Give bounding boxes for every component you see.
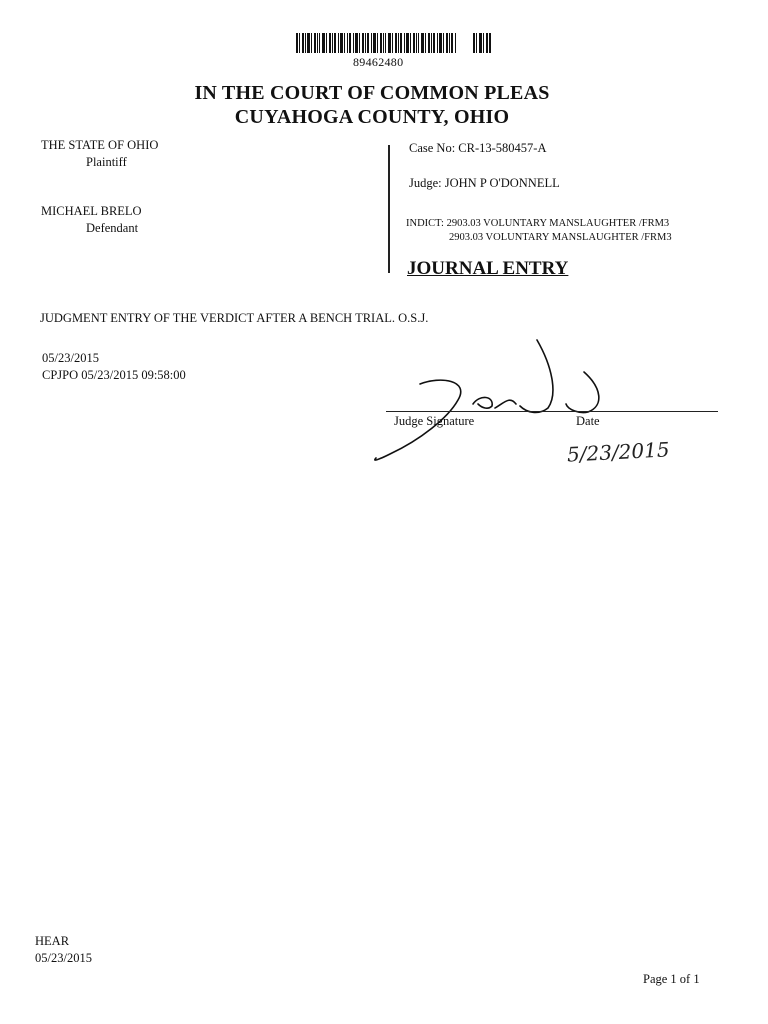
- indictment-2: 2903.03 VOLUNTARY MANSLAUGHTER /FRM3: [449, 232, 672, 243]
- court-title-line-1: IN THE COURT OF COMMON PLEAS: [194, 82, 550, 104]
- indictment-1: INDICT: 2903.03 VOLUNTARY MANSLAUGHTER /FRM3: [406, 218, 670, 229]
- entry-text: JUDGMENT ENTRY OF THE VERDICT AFTER A BENCH TRIAL. O.S.J.: [40, 311, 429, 325]
- barcode-number: 89462480: [353, 55, 404, 69]
- court-title-line-2: CUYAHOGA COUNTY, OHIO: [234, 106, 510, 128]
- defendant-name: MICHAEL BRELO: [41, 204, 142, 218]
- date-label: Date: [576, 414, 600, 428]
- footer-code: HEAR: [35, 934, 70, 948]
- signature-line: [386, 411, 718, 412]
- page-number: Page 1 of 1: [643, 972, 700, 986]
- footer-date: 05/23/2015: [35, 951, 92, 965]
- handwritten-date: 5/23/2015: [566, 437, 671, 467]
- journal-entry-title: JOURNAL ENTRY: [407, 258, 569, 279]
- plaintiff-role: Plaintiff: [86, 155, 127, 169]
- defendant-role: Defendant: [86, 221, 139, 235]
- plaintiff-name: THE STATE OF OHIO: [41, 138, 159, 152]
- entry-stamp: CPJPO 05/23/2015 09:58:00: [42, 368, 186, 382]
- judge-signature-label: Judge Signature: [394, 414, 475, 428]
- case-number: Case No: CR-13-580457-A: [409, 141, 547, 155]
- entry-date: 05/23/2015: [42, 351, 99, 365]
- vertical-divider: [388, 145, 390, 273]
- barcode: [296, 33, 492, 53]
- judge-name: Judge: JOHN P O'DONNELL: [409, 176, 560, 190]
